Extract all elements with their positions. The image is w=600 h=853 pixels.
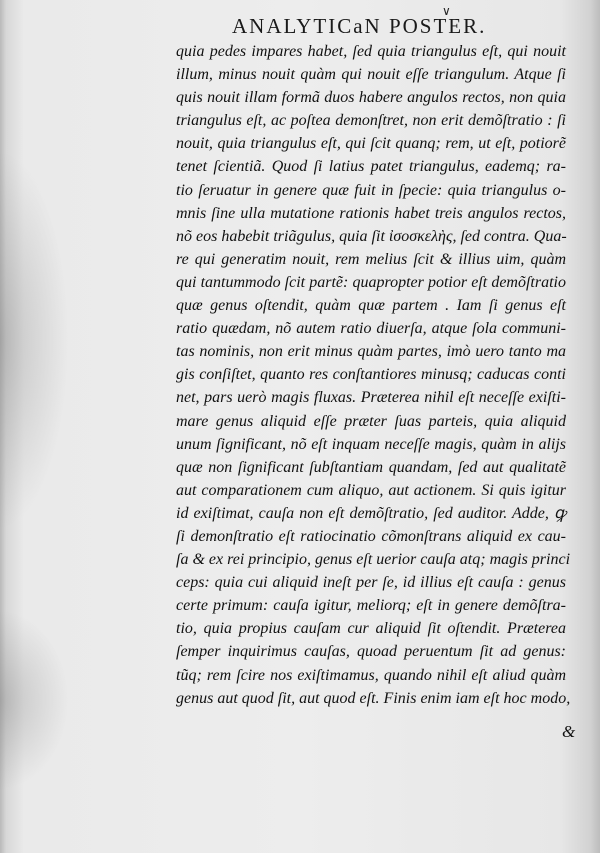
text-line: nouit, quia triangulus eſt, qui ſcit quanq; rem, ut eſt, potiorẽ [176,135,566,153]
text-line: re qui generatim nouit, rem melius ſcit & illius uim, quàm [176,250,566,268]
text-line: ratio quædam, nõ autem ratio diuerſa, atque ſola communi- [176,320,566,338]
text-line: gis conſiſtet, quanto res conſtantiores minusq; caducas conti [176,366,566,384]
body-text [176,40,571,710]
text-line: mnis ſine ulla mutatione rationis habet treis angulos rectos, [176,204,566,222]
text-line: illum, minus nouit quàm qui nouit eſſe triangulum. Atque ſi [176,66,566,84]
text-line: certe primum: cauſa igitur, meliorq; eſt in genere demõſtra- [176,597,566,615]
text-line: quæ non ſignificant ſubſtantiam quandam, ſed aut qualitatẽ [176,458,566,476]
text-line: unum ſignificant, nõ eſt inquam neceſſe magis, quàm in alijs [176,435,566,453]
head-mark: ∨ [442,4,451,18]
text-line: triangulus eſt, ac poſtea demonſtret, non erit demõſtratio : ſi [176,112,566,130]
text-line: quia pedes impares habet, ſed quia triangulus eſt, qui nouit [176,43,566,60]
text-line: quis nouit illam formã duos habere angulos rectos, non quia [176,89,566,107]
text-line: tas nominis, non erit minus quàm partes, imò uero tanto ma [176,343,566,361]
text-line: tio ſeruatur in genere quæ fuit in ſpecie: quia triangulus o- [176,181,566,199]
text-line: nõ eos habebit triãgulus, quia ſit ἰσοσκελὴς, ſed contra. Qua- [176,227,567,245]
paper-stain [0,150,70,530]
running-head: ANALYTICaN POSTER. [232,14,487,38]
text-line: aut comparationem cum aliquo, aut actionem. Si quis igitur [176,481,566,499]
text-line: net, pars uerò magis fluxas. Præterea nihil eſt neceſſe exiſti- [176,389,566,407]
paper-stain [0,610,70,790]
text-line: tio, quia propius cauſam cur aliquid ſit oſtendit. Præterea [176,620,566,638]
text-line: tenet ſcientiã. Quod ſi latius patet triangulus, eademq; ra- [176,158,566,176]
text-line: ceps: quia cui aliquid ineſt per ſe, id illius eſt cauſa : genus [176,574,566,592]
text-line: genus aut quod ſit, aut quod eſt. Finis enim iam eſt hoc modo, [176,689,571,707]
text-line: mare genus aliquid eſſe præter ſuas parteis, quia aliquid [176,412,566,430]
text-line: quæ genus oſtendit, quàm quæ partem . Iam ſi genus eſt [176,297,566,315]
text-line: ſi demonſtratio eſt ratiocinatio cõmonſtrans aliquid ex cau- [176,527,566,545]
text-line: id exiſtimat, cauſa non eſt demõſtratio, ſed auditor. Adde, ꝙ [176,504,566,522]
text-line: qui tantummodo ſcit partẽ: quapropter potior eſt demõſtratio [176,273,566,291]
text-line: tũq; rem ſcire nos exiſtimamus, quando nihil eſt aliud quàm [176,666,566,684]
catchword: & [562,722,576,741]
text-line: ſa & ex rei principio, genus eſt uerior cauſa atq; magis princi [176,551,571,569]
text-line: ſemper inquirimus cauſas, quoad peruentum ſit ad genus: [176,643,566,661]
